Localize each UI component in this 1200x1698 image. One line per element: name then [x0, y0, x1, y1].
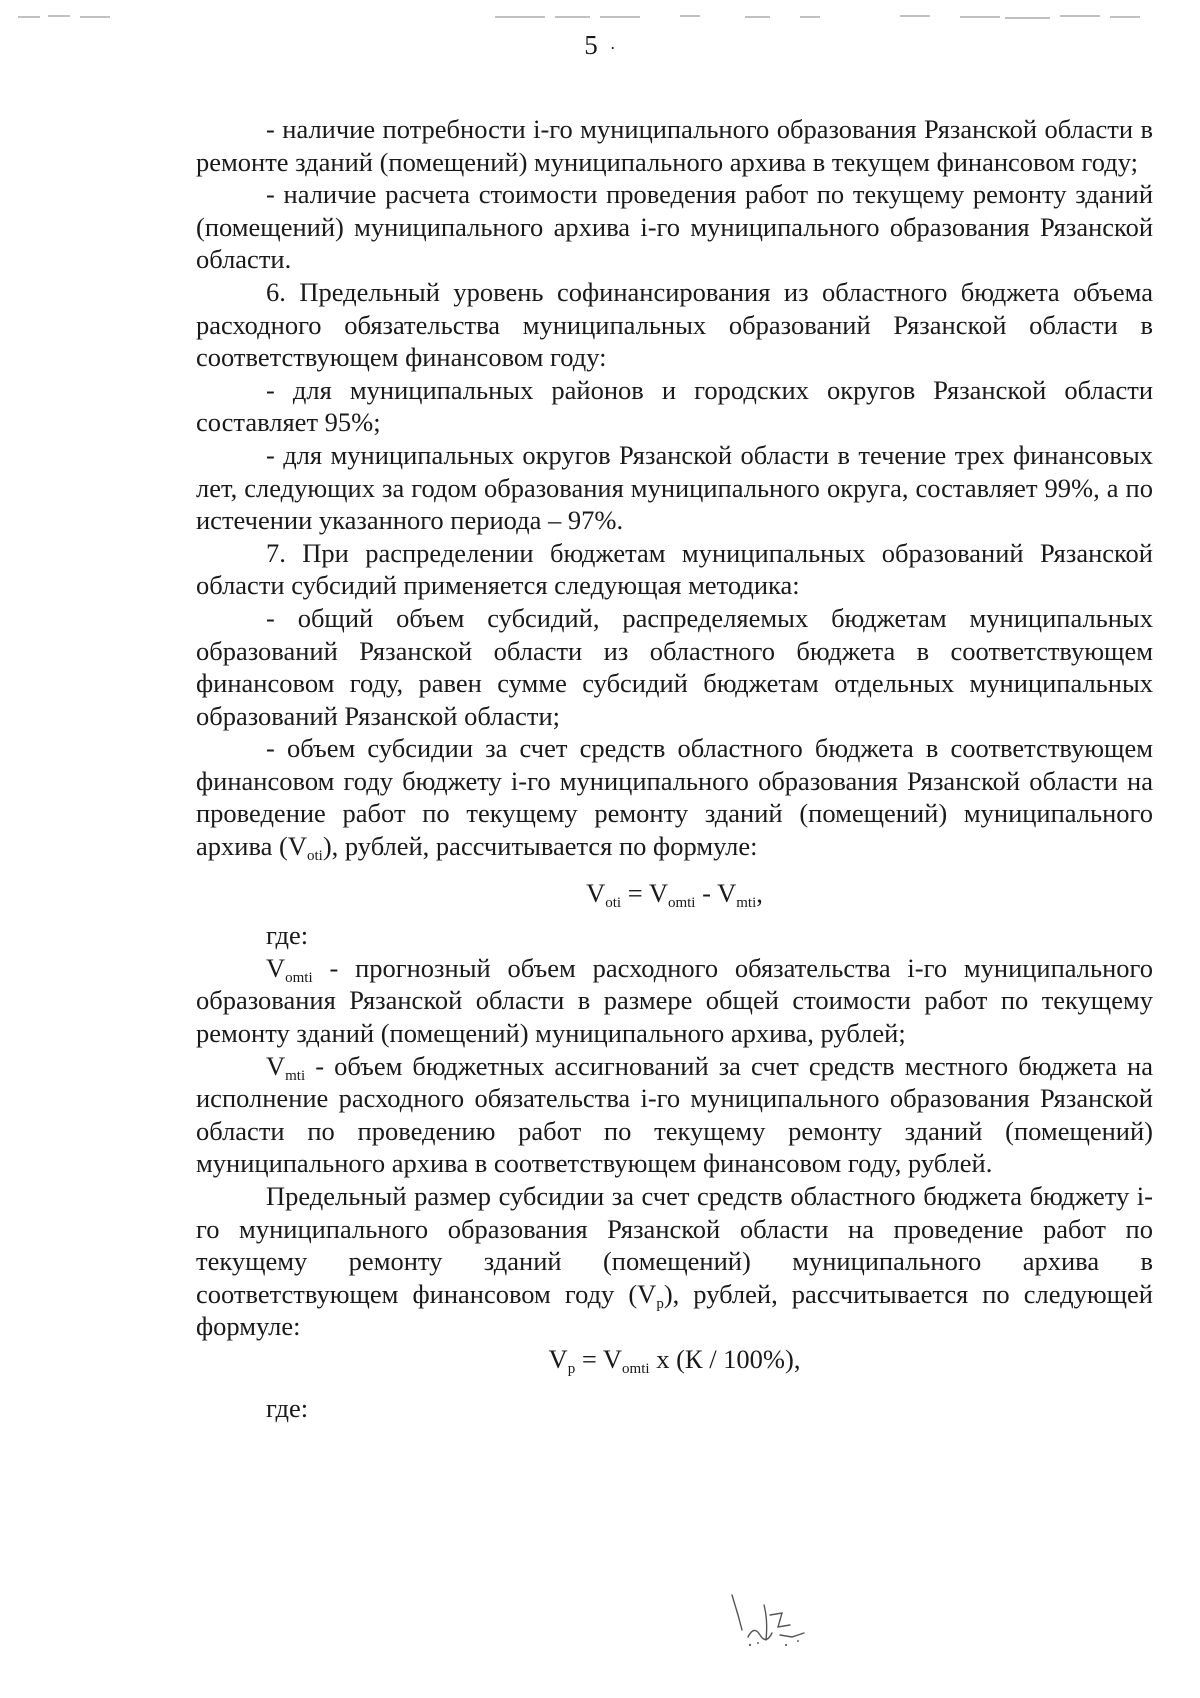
paragraph-need-repair: - наличие потребности i-го муниципального образования Рязанской области в ремонте зданий (помещений) муниципального архива в текущем финансовом году;	[196, 114, 1153, 177]
scan-noise-top	[0, 10, 1200, 24]
paragraph-total-subsidies: - общий объем субсидий, распределяемых бюджетам муниципальных образований Рязанской области из областного бюджета в соответствующем финансовом году, равен сумме субсидий бюджетам отдельных муниципальных образований Рязанской области;	[196, 602, 1153, 731]
paragraph-item-6: 6. Предельный уровень софинансирования из областного бюджета объема расходного обязательства муниципальных образований Рязанской области в соответствующем финансовом году:	[196, 276, 1153, 373]
signature-mark	[720, 1585, 830, 1655]
definition-vomti: $V_{omti}$ - прогнозный объем расходного обязательства i-го муниципального образования Рязанской области в размере общей стоимости работ по текущему ремонту зданий (помещений) муниципального архива, рублей;	[196, 952, 1153, 1049]
paragraph-cost-calculation: - наличие расчета стоимости проведения работ по текущему ремонту зданий (помещений) муниципального архива i-го муниципального образования Рязанской области.	[196, 179, 1153, 275]
paragraph-districts-95: - для муниципальных районов и городских округов Рязанской области составляет 95%;	[196, 374, 1153, 438]
where-label-2: где:	[266, 1392, 309, 1423]
paragraph-item-7: 7. При распределении бюджетам муниципальных образований Рязанской области субсидий применяется следующая методика:	[196, 537, 1153, 601]
document-body	[196, 113, 1153, 1424]
page-number: 5 ·	[584, 30, 616, 60]
paragraph-max-subsidy: Предельный размер субсидии за счет средств областного бюджета бюджету i-го муниципального образования Рязанской области на проведение работ по текущему ремонту зданий (помещений) муниципального архива в соответствующем финансовом году $(V_p)$, рублей, рассчитывается по следующей формуле:	[196, 1181, 1153, 1342]
paragraph-okrugs-99-97: - для муниципальных округов Рязанской области в течение трех финансовых лет, следующих за годом образования муниципального округа, составляет 99%, а по истечении указанного периода – 97%.	[196, 439, 1153, 536]
formula-voti: $V_{oti} = V_{omti} - V_{mti}$,	[586, 877, 763, 911]
definition-vmti: $V_{mti}$ - объем бюджетных ассигнований за счет средств местного бюджета на исполнение расходного обязательства i-го муниципального образования Рязанской области по проведению работ по текущему ремонту зданий (помещений) муниципального архива в соответствующем финансовом году, рублей.	[196, 1050, 1153, 1179]
where-label-1: где:	[266, 920, 309, 951]
formula-vp: $V_p = V_{omti}$ x (К / 100%),	[548, 1343, 801, 1377]
paragraph-subsidy-volume: - объем субсидии за счет средств областного бюджета в соответствующем финансовом году бюджету i-го муниципального образования Рязанской области на проведение работ по текущему ремонту зданий (помещений) муниципального архива $(V_{oti})$, рублей, рассчитывается по формуле:	[196, 733, 1153, 865]
